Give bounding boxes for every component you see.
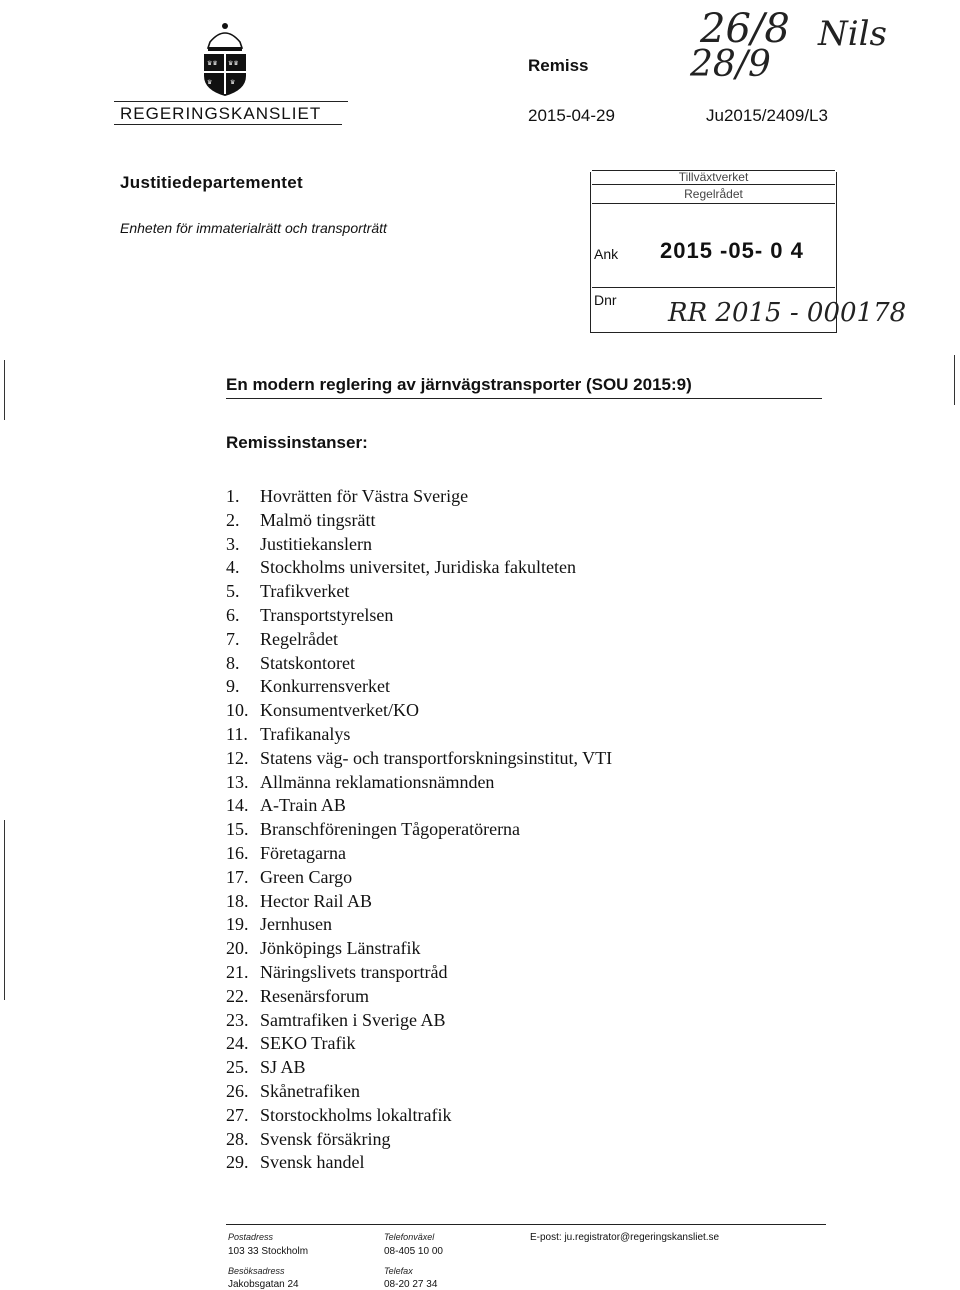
handwritten-note-1: 26/8 [700,6,790,52]
recipient-item [226,794,612,818]
recipient-number: 21. [226,961,249,982]
recipient-number: 24. [226,1033,249,1054]
handwritten-note-2: 28/9 [690,44,771,85]
recipient-item [226,1080,612,1104]
footer-rule [226,1224,826,1225]
recipient-item [226,890,612,914]
recipient-name: Trafikverket [260,581,350,602]
recipient-number: 18. [226,890,249,911]
recipient-number: 19. [226,914,249,935]
recipient-name: Stockholms universitet, Juridiska fakulteten [260,557,576,578]
recipient-number: 2. [226,509,240,530]
recipient-name: Svensk försäkring [260,1128,391,1149]
recipient-number: 13. [226,771,249,792]
stamp-dnr-label: Dnr [594,292,617,308]
recipient-item [226,1009,612,1033]
recipient-item [226,771,612,795]
recipient-item [226,1128,612,1152]
recipient-number: 5. [226,581,240,602]
recipient-name: Resenärsforum [260,985,369,1006]
unit-name: Enheten för immaterialrätt och transporträtt [120,220,387,236]
recipient-item [226,1151,612,1175]
recipient-name: Konkurrensverket [260,676,390,697]
recipient-number: 17. [226,866,249,887]
scan-mark [954,355,955,405]
coat-of-arms-logo [196,20,254,98]
footer-email: E-post: ju.registrator@regeringskansliet.se [530,1232,720,1243]
recipient-item [226,652,612,676]
recipient-number: 28. [226,1128,249,1149]
recipient-item [226,842,612,866]
svg-text:♛♛: ♛♛ [228,60,239,67]
stamp-rule [592,203,835,204]
stamp-ank-label: Ank [594,246,619,262]
footer-tel-value: 08-405 10 00 [384,1246,443,1257]
recipient-number: 3. [226,533,240,554]
recipient-name: Jernhusen [260,914,332,935]
recipient-name: Statskontoret [260,652,355,673]
department-name: Justitiedepartementet [120,173,303,192]
recipient-item [226,913,612,937]
svg-text:♛: ♛ [230,79,236,86]
stamp-ank-date: 2015 -05- 0 4 [660,238,804,263]
recipient-number: 22. [226,985,249,1006]
stamp-rule [592,184,835,185]
recipient-name: Företagarna [260,842,346,863]
organization-name: REGERINGSKANSLIET [120,104,322,123]
recipients-heading: Remissinstanser: [226,433,368,452]
footer-fax-value: 08-20 27 34 [384,1279,438,1290]
recipient-number: 9. [226,676,240,697]
scan-mark [4,820,5,1000]
recipient-item [226,961,612,985]
document-reference: Ju2015/2409/L3 [706,106,828,125]
recipient-item [226,985,612,1009]
recipient-name: Hovrätten för Västra Sverige [260,486,469,506]
recipient-item [226,1032,612,1056]
recipient-name: Hector Rail AB [260,890,372,911]
recipient-name: Konsumentverket/KO [260,700,419,721]
recipient-item [226,628,612,652]
recipient-number: 14. [226,795,249,816]
recipient-name: Samtrafiken i Sverige AB [260,1009,446,1030]
footer-visit-label: Besöksadress [228,1266,285,1276]
footer-post-label: Postadress [228,1232,274,1242]
recipient-item [226,723,612,747]
recipient-number: 4. [226,557,240,578]
recipient-item [226,937,612,961]
recipient-name: Green Cargo [260,866,353,887]
footer-visit-value: Jakobsgatan 24 [228,1279,299,1290]
recipient-number: 27. [226,1104,249,1125]
stamp-rule [592,287,835,288]
recipient-number: 10. [226,700,249,721]
recipient-number: 20. [226,938,249,959]
recipient-name: Jönköpings Länstrafik [260,938,421,959]
recipient-name: Svensk handel [260,1152,365,1173]
org-underline [114,124,342,125]
recipient-item [226,866,612,890]
recipient-item [226,747,612,771]
recipient-number: 16. [226,842,249,863]
stamp-unit: Regelrådet [684,187,743,201]
recipient-name: SJ AB [260,1057,306,1078]
recipient-number: 6. [226,604,240,625]
recipient-number: 26. [226,1080,249,1101]
recipient-number: 12. [226,747,249,768]
recipient-name: Skånetrafiken [260,1080,360,1101]
recipient-item [226,485,612,509]
recipient-item [226,675,612,699]
stamp-agency: Tillväxtverket [678,170,749,184]
footer-tel-label: Telefonväxel [384,1232,435,1242]
recipient-name: Transportstyrelsen [260,604,394,625]
handwritten-note-3: Nils [818,14,887,54]
recipient-name: Malmö tingsrätt [260,509,376,530]
recipient-number: 25. [226,1057,249,1078]
svg-text:♛♛: ♛♛ [207,60,218,67]
recipient-name: Branschföreningen Tågoperatörerna [260,819,521,840]
recipient-name: Justitiekanslern [260,533,372,554]
recipient-item [226,818,612,842]
recipients-list [226,485,612,1175]
recipient-number: 7. [226,628,240,649]
recipient-item [226,1104,612,1128]
recipient-item [226,509,612,533]
stamp-dnr-value: RR 2015 - 000178 [668,298,907,328]
recipient-number: 8. [226,652,240,673]
document-date: 2015-04-29 [528,106,615,125]
recipient-name: Näringslivets transportråd [260,961,448,982]
recipient-item [226,580,612,604]
recipient-name: Statens väg- och transportforskningsinstitut, VTI [260,747,613,768]
footer-post-value: 103 33 Stockholm [228,1246,309,1257]
scan-mark [4,360,5,420]
recipient-item [226,556,612,580]
document-title: En modern reglering av järnvägstransporter (SOU 2015:9) [226,375,692,394]
recipient-name: Regelrådet [260,628,338,649]
recipient-item [226,533,612,557]
recipient-number: 11. [226,723,248,744]
recipient-item [226,1056,612,1080]
recipient-number: 29. [226,1152,249,1173]
recipient-number: 1. [226,486,240,506]
recipient-item [226,699,612,723]
recipient-item [226,604,612,628]
recipient-name: SEKO Trafik [260,1033,356,1054]
document-type: Remiss [528,56,589,75]
recipient-number: 15. [226,819,249,840]
recipient-name: Trafikanalys [260,723,351,744]
svg-text:♛: ♛ [207,79,213,86]
recipient-number: 23. [226,1009,249,1030]
footer-fax-label: Telefax [384,1266,413,1276]
recipient-name: Storstockholms lokaltrafik [260,1104,452,1125]
org-rule [114,101,348,102]
recipient-name: Allmänna reklamationsnämnden [260,771,495,792]
recipient-name: A-Train AB [260,795,346,816]
title-underline [226,398,822,399]
